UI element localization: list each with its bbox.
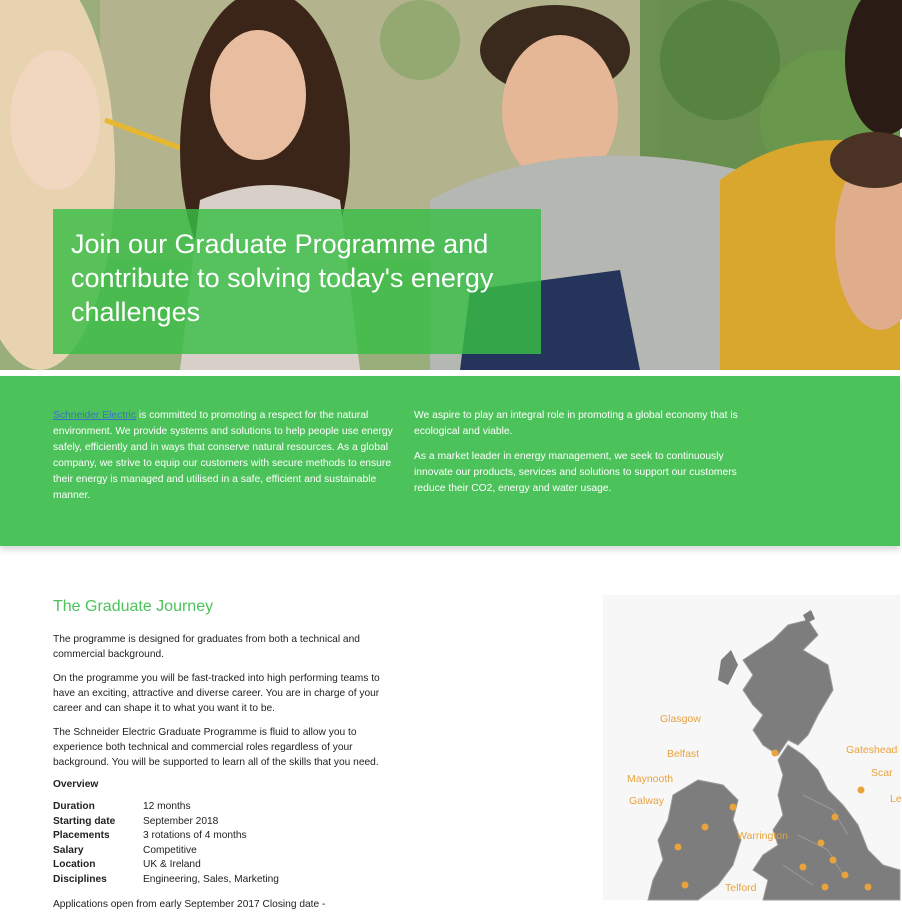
table-row: [53, 858, 279, 873]
intro-left-column: [53, 408, 398, 513]
intro-right-column: [414, 408, 759, 506]
overview-value: Competitive: [143, 844, 197, 856]
city-dot: [772, 750, 779, 757]
city-label-belfast: Belfast: [667, 748, 700, 760]
intro-left-paragraph: [53, 408, 398, 504]
journey-paragraph-3: The Schneider Electric Graduate Programme is fluid to allow you to experience both technical and commercial roles regardless of your background. You will be supported to learn all of the skills that you need.: [53, 727, 379, 768]
scotland-shape: [743, 620, 833, 755]
table-row: [53, 829, 279, 844]
city-label-warrington: Warrington: [737, 830, 788, 842]
journey-paragraph-1: The programme is designed for graduates from both a technical and commercial background.: [53, 634, 360, 660]
city-dot: [858, 787, 865, 794]
journey-paragraph-2: On the programme you will be fast-tracked into high performing teams to have an exciting, attractive and diverse career. You are in charge of your career and can shape it to what you want it to be.: [53, 673, 380, 714]
graduate-journey-section: [53, 598, 403, 921]
applications-text: Applications open from early September 2017 Closing date -: [53, 899, 326, 910]
city-dot: [675, 844, 682, 851]
hero-title-box: [53, 209, 541, 354]
overview-table: [53, 800, 279, 887]
city-dot: [865, 884, 872, 891]
city-label-maynooth: Maynooth: [627, 773, 674, 785]
city-dot: [842, 872, 849, 879]
overview-value: 12 months: [143, 801, 191, 812]
city-dot: [822, 884, 829, 891]
city-dot: [800, 864, 807, 871]
city-label-galway: Galway: [629, 795, 665, 807]
city-label-scarborough: Scar: [871, 767, 893, 779]
table-row: [53, 844, 279, 859]
city-dot: [830, 857, 837, 864]
overview-key: Disciplines: [53, 873, 107, 885]
island-shape: [718, 650, 738, 685]
overview-key: Placements: [53, 830, 110, 841]
overview-value: 3 rotations of 4 months: [143, 830, 247, 841]
overview-value: UK & Ireland: [143, 859, 201, 870]
city-dot: [682, 882, 689, 889]
table-row: [53, 800, 279, 815]
schneider-electric-link[interactable]: Schneider Electric: [53, 410, 136, 421]
overview-key: Salary: [53, 844, 84, 856]
hero-title: Join our Graduate Programme and contribute to solving today's energy challenges: [71, 229, 494, 327]
overview-key: Location: [53, 859, 96, 870]
city-label-glasgow: Glasgow: [660, 713, 701, 725]
city-dot: [832, 814, 839, 821]
hero-banner: [0, 0, 900, 370]
overview-value: September 2018: [143, 815, 219, 827]
city-label-telford: Telford: [725, 882, 757, 894]
table-row: [53, 873, 279, 888]
city-dot: [730, 804, 737, 811]
intro-right-paragraph-1: We aspire to play an integral role in promoting a global economy that is ecological and viable.: [414, 410, 738, 437]
overview-value: Engineering, Sales, Marketing: [143, 873, 279, 885]
intro-right-paragraph-2: As a market leader in energy management, we seek to continuously innovate our products, services and solutions to support our customers reduce their CO2, energy and water usage.: [414, 451, 737, 494]
intro-left-text: is committed to promoting a respect for the natural environment. We provide systems and solutions to help people use energy safely, efficiently and in ways that conserve natural resources. As a global company, we strive to equip our customers with secure methods to ensure their energy is managed and utilised in a safe, efficient and sustainable manner.: [53, 410, 393, 501]
city-label-leeds: Le: [890, 793, 902, 805]
overview-key: Duration: [53, 801, 95, 812]
table-row: [53, 815, 279, 830]
journey-title: The Graduate Journey: [53, 598, 214, 615]
city-dot: [702, 824, 709, 831]
overview-heading: Overview: [53, 779, 99, 790]
city-label-gateshead: Gateshead: [846, 744, 898, 756]
overview-key: Starting date: [53, 815, 116, 827]
uk-ireland-map: [603, 595, 900, 900]
city-dot: [818, 840, 825, 847]
intro-band: [0, 376, 900, 546]
